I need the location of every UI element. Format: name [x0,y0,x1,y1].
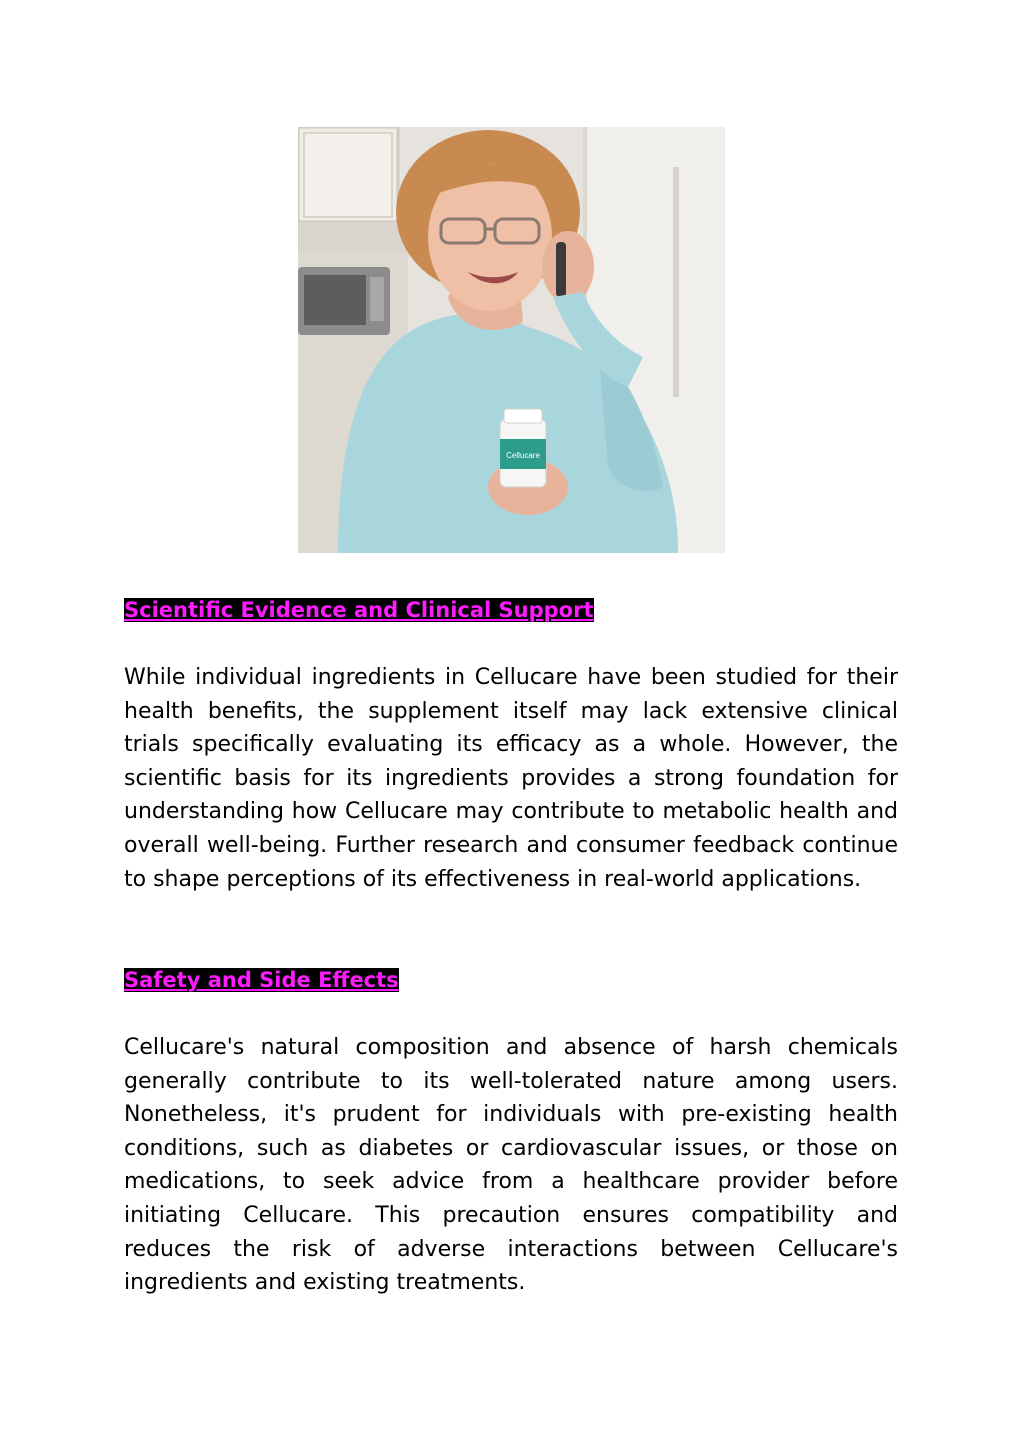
section-heading-scientific-evidence [124,597,594,623]
scientific-evidence-paragraph: While individual ingredients in Cellucare have been studied for their health benefits, the supplement itself may lack extensive clinical trials specifically evaluating its efficacy as a whole. However, the scientific basis for its ingredients provides a strong foundation for understanding how Cellucare may contribute to metabolic health and overall well-being. Further research and consumer feedback continue to shape perceptions of its effectiveness in real-world applications. [124,665,898,892]
section-heading-safety [124,967,399,993]
woman-with-supplement-photo [298,127,725,553]
safety-paragraph: Cellucare's natural composition and absence of harsh chemicals generally contribute to its well-tolerated nature among users. Nonetheless, it's prudent for individuals with pre-existing health conditions, such as diabetes or cardiovascular issues, or those on medications, to seek advice from a healthcare provider before initiating Cellucare. This precaution ensures compatibility and reduces the risk of adverse interactions between Cellucare's ingredients and existing treatments. [124,1035,898,1296]
bottle-label-text: Cellucare [506,451,540,460]
safety-side-effects-link[interactable]: Safety and Side Effects [124,968,399,992]
scientific-evidence-link[interactable]: Scientific Evidence and Clinical Support [124,598,594,622]
